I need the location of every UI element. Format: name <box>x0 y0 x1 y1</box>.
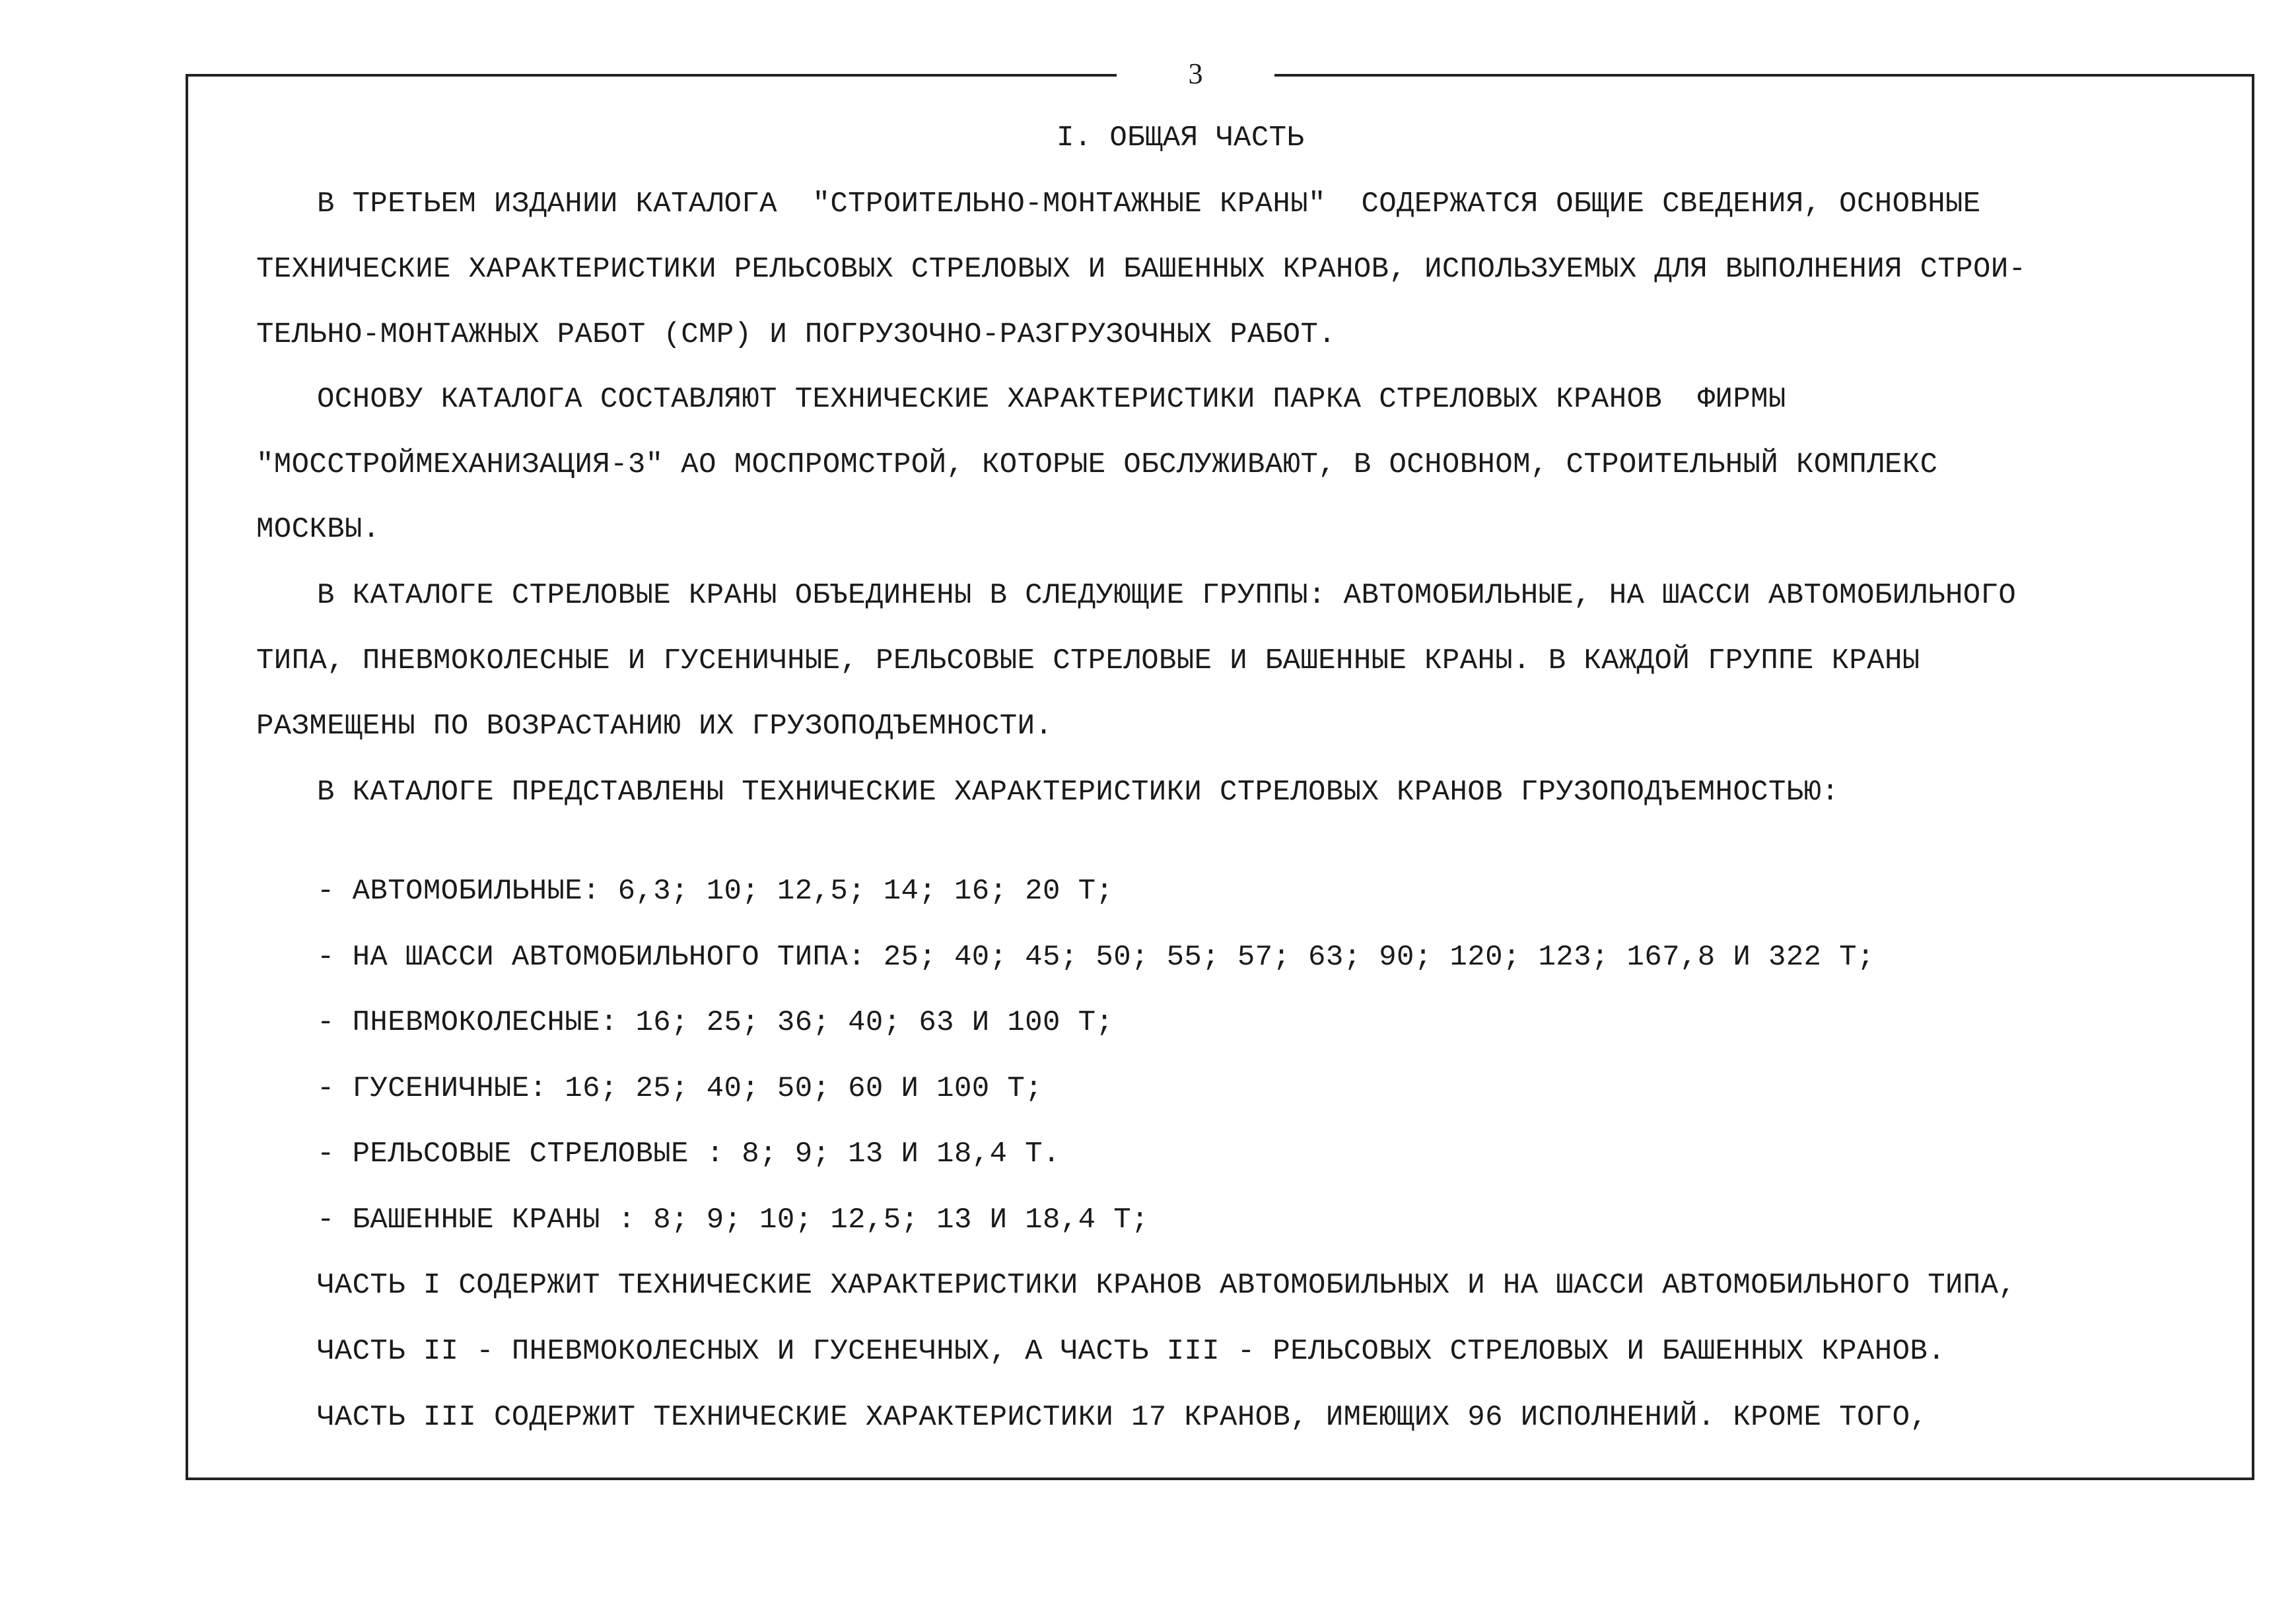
list-item: - РЕЛЬСОВЫЕ СТРЕЛОВЫЕ : 8; 9; 13 И 18,4 Т. <box>317 1138 1061 1171</box>
text-line: "МОССТРОЙМЕХАНИЗАЦИЯ-3" АО МОСПРОМСТРОЙ, КОТОРЫЕ ОБСЛУЖИВАЮТ, В ОСНОВНОМ, СТРОИТЕЛЬНЫЙ КОМПЛЕКС <box>256 448 1938 481</box>
text-line: В КАТАЛОГЕ ПРЕДСТАВЛЕНЫ ТЕХНИЧЕСКИЕ ХАРАКТЕРИСТИКИ СТРЕЛОВЫХ КРАНОВ ГРУЗОПОДЪЕМНОСТЬЮ: <box>317 776 1840 809</box>
list-item: - БАШЕННЫЕ КРАНЫ : 8; 9; 10; 12,5; 13 И 18,4 Т; <box>317 1204 1149 1237</box>
text-line: В КАТАЛОГЕ СТРЕЛОВЫЕ КРАНЫ ОБЪЕДИНЕНЫ В СЛЕДУЮЩИЕ ГРУППЫ: АВТОМОБИЛЬНЫЕ, НА ШАССИ АВТОМОБИЛЬНОГО <box>317 579 2017 612</box>
text-line: РАЗМЕЩЕНЫ ПО ВОЗРАСТАНИЮ ИХ ГРУЗОПОДЪЕМНОСТИ. <box>256 710 1053 743</box>
text-line: В ТРЕТЬЕМ ИЗДАНИИ КАТАЛОГА "СТРОИТЕЛЬНО-МОНТАЖНЫЕ КРАНЫ" СОДЕРЖАТСЯ ОБЩИЕ СВЕДЕНИЯ, ОСНОВНЫЕ <box>317 187 1981 221</box>
section-heading: I. ОБЩАЯ ЧАСТЬ <box>1057 121 1305 154</box>
text-line: МОСКВЫ. <box>256 513 380 546</box>
text-line: ЧАСТЬ II - ПНЕВМОКОЛЕСНЫХ И ГУСЕНЕЧНЫХ, А ЧАСТЬ III - РЕЛЬСОВЫХ СТРЕЛОВЫХ И БАШЕННЫХ КРАНОВ. <box>317 1335 1945 1368</box>
list-item: - АВТОМОБИЛЬНЫЕ: 6,3; 10; 12,5; 14; 16; 20 Т; <box>317 875 1114 908</box>
text-line: ОСНОВУ КАТАЛОГА СОСТАВЛЯЮТ ТЕХНИЧЕСКИЕ ХАРАКТЕРИСТИКИ ПАРКА СТРЕЛОВЫХ КРАНОВ ФИРМЫ <box>317 383 1786 416</box>
page-number: 3 <box>1188 57 1203 90</box>
text-line: ТЕЛЬНО-МОНТАЖНЫХ РАБОТ (СМР) И ПОГРУЗОЧНО-РАЗГРУЗОЧНЫХ РАБОТ. <box>256 318 1337 351</box>
list-item: - ГУСЕНИЧНЫЕ: 16; 25; 40; 50; 60 И 100 Т; <box>317 1072 1043 1105</box>
list-item: - ПНЕВМОКОЛЕСНЫЕ: 16; 25; 36; 40; 63 И 100 Т; <box>317 1006 1114 1039</box>
text-line: ЧАСТЬ III СОДЕРЖИТ ТЕХНИЧЕСКИЕ ХАРАКТЕРИСТИКИ 17 КРАНОВ, ИМЕЮЩИХ 96 ИСПОЛНЕНИЙ. КРОМЕ ТОГО, <box>317 1401 1928 1434</box>
text-line: ТЕХНИЧЕСКИЕ ХАРАКТЕРИСТИКИ РЕЛЬСОВЫХ СТРЕЛОВЫХ И БАШЕННЫХ КРАНОВ, ИСПОЛЬЗУЕМЫХ ДЛЯ ВЫПОЛНЕНИЯ СТРОИ- <box>256 253 2027 286</box>
list-item: - НА ШАССИ АВТОМОБИЛЬНОГО ТИПА: 25; 40; 45; 50; 55; 57; 63; 90; 120; 123; 167,8 И 322 Т; <box>317 941 1875 974</box>
text-line: ТИПА, ПНЕВМОКОЛЕСНЫЕ И ГУСЕНИЧНЫЕ, РЕЛЬСОВЫЕ СТРЕЛОВЫЕ И БАШЕННЫЕ КРАНЫ. В КАЖДОЙ ГРУППЕ КРАНЫ <box>256 644 1920 677</box>
text-line: ЧАСТЬ I СОДЕРЖИТ ТЕХНИЧЕСКИЕ ХАРАКТЕРИСТИКИ КРАНОВ АВТОМОБИЛЬНЫХ И НА ШАССИ АВТОМОБИЛЬНОГО ТИПА, <box>317 1269 2017 1302</box>
